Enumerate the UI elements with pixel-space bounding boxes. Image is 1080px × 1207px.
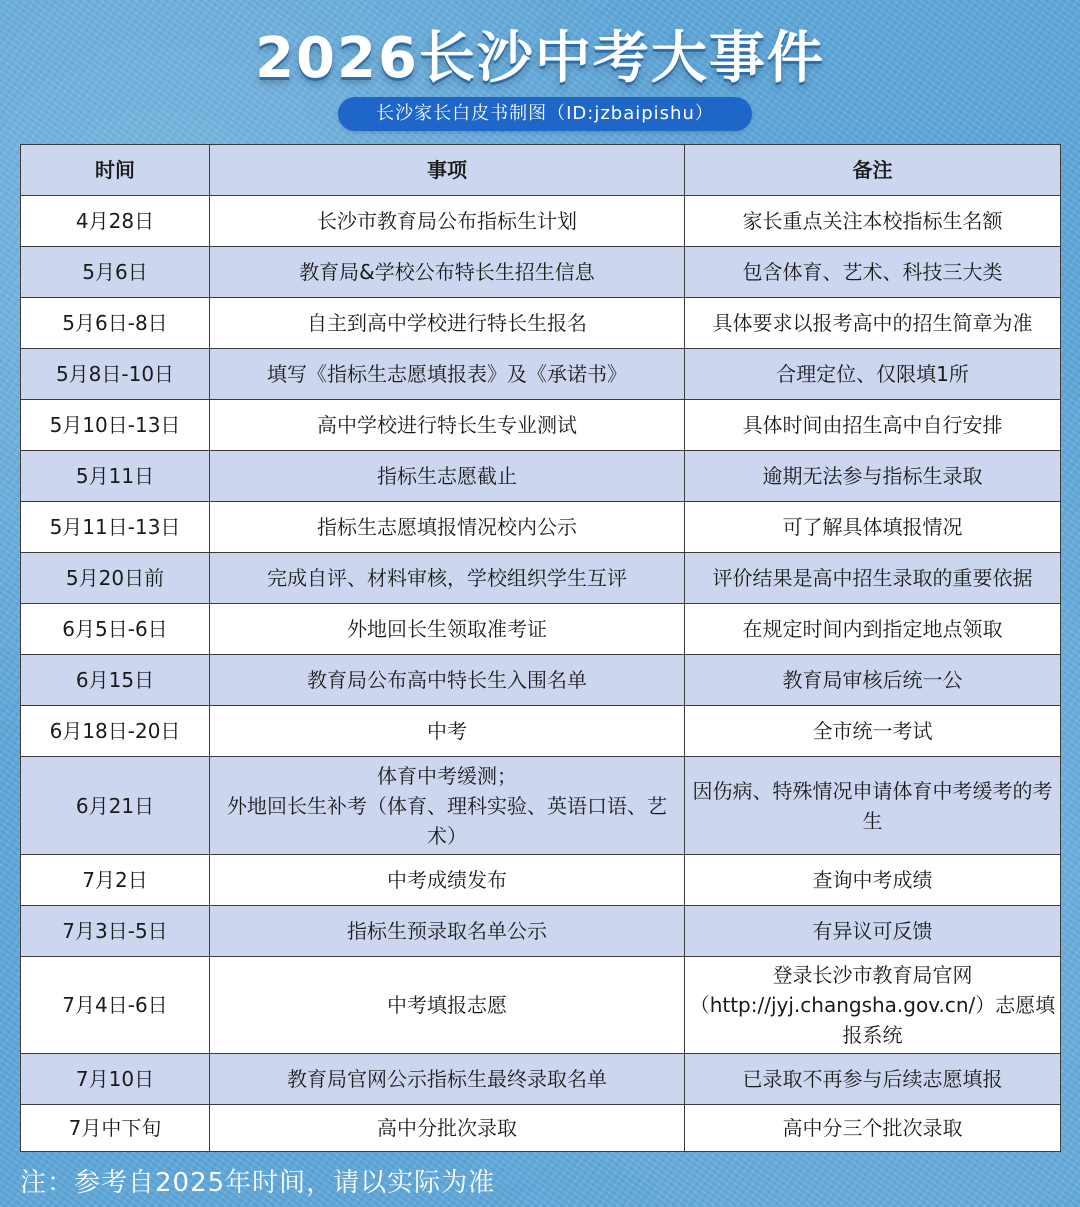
cell-item: 高中分批次录取 bbox=[210, 1105, 685, 1152]
cell-time: 5月8日-10日 bbox=[21, 349, 210, 400]
cell-note: 逾期无法参与指标生录取 bbox=[685, 451, 1061, 502]
table-row bbox=[21, 855, 1061, 906]
page-title: 2026长沙中考大事件 bbox=[255, 26, 825, 91]
cell-note: 家长重点关注本校指标生名额 bbox=[685, 196, 1061, 247]
table-row bbox=[21, 706, 1061, 757]
cell-note: 查询中考成绩 bbox=[685, 855, 1061, 906]
table-row bbox=[21, 906, 1061, 957]
cell-time: 5月6日-8日 bbox=[21, 298, 210, 349]
cell-time: 5月6日 bbox=[21, 247, 210, 298]
cell-item: 自主到高中学校进行特长生报名 bbox=[210, 298, 685, 349]
cell-time: 5月20日前 bbox=[21, 553, 210, 604]
cell-item: 高中学校进行特长生专业测试 bbox=[210, 400, 685, 451]
column-header-time: 时间 bbox=[21, 145, 210, 196]
table-row bbox=[21, 1105, 1061, 1152]
cell-time: 6月21日 bbox=[21, 757, 210, 855]
cell-time: 7月3日-5日 bbox=[21, 906, 210, 957]
cell-time: 7月10日 bbox=[21, 1054, 210, 1105]
table-row bbox=[21, 196, 1061, 247]
table-row bbox=[21, 349, 1061, 400]
cell-time: 6月5日-6日 bbox=[21, 604, 210, 655]
cell-note: 可了解具体填报情况 bbox=[685, 502, 1061, 553]
cell-note: 教育局审核后统一公 bbox=[685, 655, 1061, 706]
cell-note: 因伤病、特殊情况申请体育中考缓考的考生 bbox=[685, 757, 1061, 855]
cell-time: 6月18日-20日 bbox=[21, 706, 210, 757]
table-row bbox=[21, 400, 1061, 451]
cell-time: 7月2日 bbox=[21, 855, 210, 906]
cell-time: 7月中下旬 bbox=[21, 1105, 210, 1152]
schedule-table bbox=[20, 144, 1061, 1152]
cell-item: 完成自评、材料审核，学校组织学生互评 bbox=[210, 553, 685, 604]
table-row bbox=[21, 604, 1061, 655]
cell-item: 指标生志愿填报情况校内公示 bbox=[210, 502, 685, 553]
table-row bbox=[21, 1054, 1061, 1105]
cell-item: 填写《指标生志愿填报表》及《承诺书》 bbox=[210, 349, 685, 400]
cell-item: 体育中考缓测； 外地回长生补考（体育、理科实验、英语口语、艺术） bbox=[210, 757, 685, 855]
cell-item: 中考填报志愿 bbox=[210, 957, 685, 1054]
cell-item: 教育局官网公示指标生最终录取名单 bbox=[210, 1054, 685, 1105]
cell-item: 中考 bbox=[210, 706, 685, 757]
column-header-item: 事项 bbox=[210, 145, 685, 196]
table-row bbox=[21, 957, 1061, 1054]
table-row bbox=[21, 247, 1061, 298]
cell-item: 中考成绩发布 bbox=[210, 855, 685, 906]
table-header-row bbox=[21, 145, 1061, 196]
cell-time: 6月15日 bbox=[21, 655, 210, 706]
cell-note: 具体要求以报考高中的招生简章为准 bbox=[685, 298, 1061, 349]
table-row bbox=[21, 655, 1061, 706]
source-badge: 长沙家长白皮书制图（ID:jzbaipishu） bbox=[338, 97, 752, 131]
cell-time: 4月28日 bbox=[21, 196, 210, 247]
cell-note: 具体时间由招生高中自行安排 bbox=[685, 400, 1061, 451]
cell-note: 评价结果是高中招生录取的重要依据 bbox=[685, 553, 1061, 604]
cell-time: 5月11日 bbox=[21, 451, 210, 502]
cell-item: 外地回长生领取准考证 bbox=[210, 604, 685, 655]
cell-note: 合理定位、仅限填1所 bbox=[685, 349, 1061, 400]
cell-item: 指标生预录取名单公示 bbox=[210, 906, 685, 957]
cell-note: 全市统一考试 bbox=[685, 706, 1061, 757]
table-row bbox=[21, 298, 1061, 349]
cell-note: 包含体育、艺术、科技三大类 bbox=[685, 247, 1061, 298]
cell-item: 指标生志愿截止 bbox=[210, 451, 685, 502]
cell-time: 5月11日-13日 bbox=[21, 502, 210, 553]
cell-note: 有异议可反馈 bbox=[685, 906, 1061, 957]
cell-item: 教育局&学校公布特长生招生信息 bbox=[210, 247, 685, 298]
cell-note: 已录取不再参与后续志愿填报 bbox=[685, 1054, 1061, 1105]
cell-item: 长沙市教育局公布指标生计划 bbox=[210, 196, 685, 247]
cell-time: 7月4日-6日 bbox=[21, 957, 210, 1054]
cell-time: 5月10日-13日 bbox=[21, 400, 210, 451]
cell-note: 在规定时间内到指定地点领取 bbox=[685, 604, 1061, 655]
column-header-note: 备注 bbox=[685, 145, 1061, 196]
table-row bbox=[21, 757, 1061, 855]
footer-note: 注：参考自2025年时间，请以实际为准 bbox=[20, 1168, 496, 1198]
table-row bbox=[21, 451, 1061, 502]
cell-item: 教育局公布高中特长生入围名单 bbox=[210, 655, 685, 706]
table-row bbox=[21, 502, 1061, 553]
cell-note: 高中分三个批次录取 bbox=[685, 1105, 1061, 1152]
table-row bbox=[21, 553, 1061, 604]
cell-note: 登录长沙市教育局官网（http://jyj.changsha.gov.cn/）志愿填报系统 bbox=[685, 957, 1061, 1054]
